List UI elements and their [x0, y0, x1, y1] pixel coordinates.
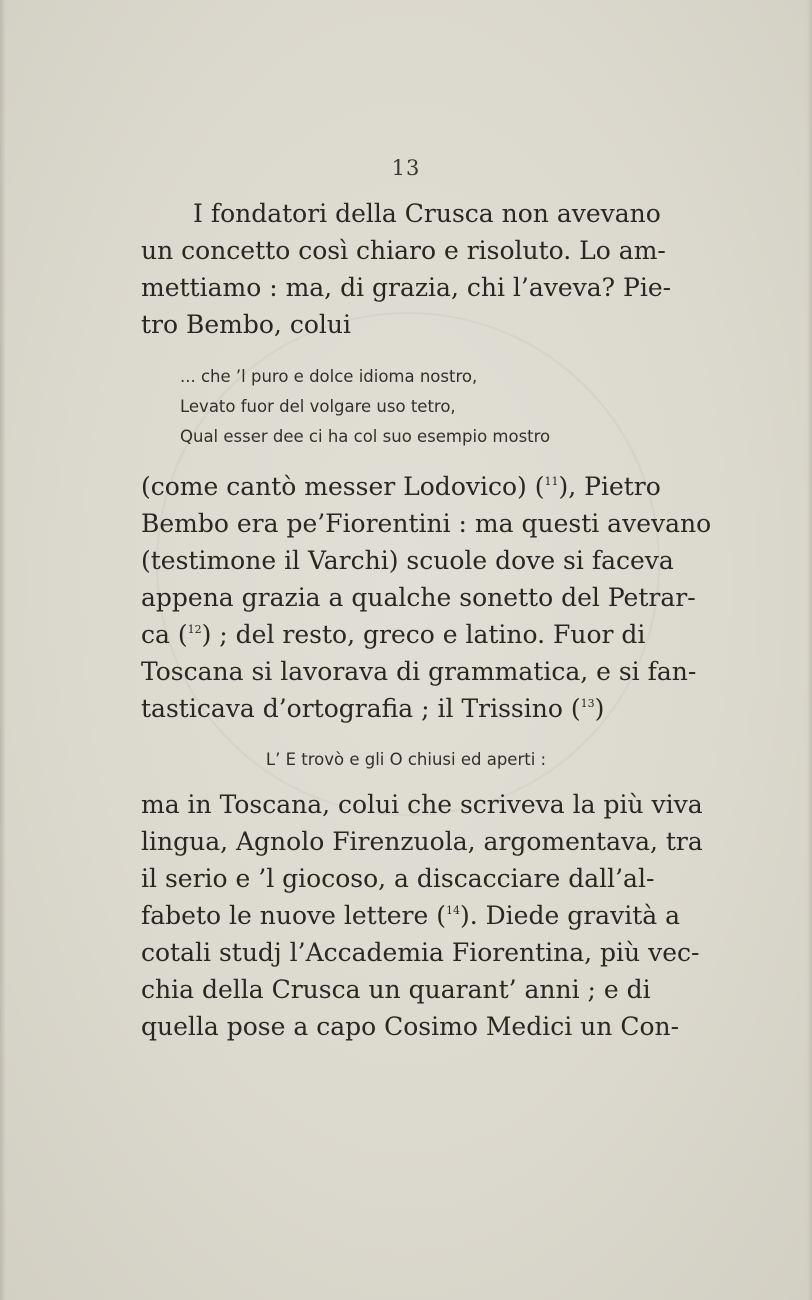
paragraph-2-line-7-text-a: tasticava d’ortografia ; il Trissino ( [141, 694, 581, 723]
paragraph-2-line-5-text-a: ca ( [141, 620, 188, 649]
paragraph-1 [141, 195, 672, 343]
paragraph-3-line-1: ma in Toscana, colui che scriveva la più viva [141, 790, 703, 819]
paragraph-3-line-7: quella pose a capo Cosimo Medici un Con- [141, 1012, 680, 1041]
verse-quotation-2: L’ E trovò e gli O chiusi ed aperti : [265, 750, 547, 769]
footnote-ref-13: 13 [580, 697, 595, 710]
paragraph-3-line-3: il serio e ’l giocoso, a discacciare dall’al- [141, 864, 655, 893]
footnote-ref-12: 12 [187, 623, 202, 636]
paragraph-1-line-2: un concetto così chiaro e risoluto. Lo am- [141, 236, 666, 265]
paragraph-2-line-3: (testimone il Varchi) scuole dove si faceva [141, 546, 674, 575]
paragraph-2-line-7-text-b: ) [594, 694, 605, 723]
footnote-ref-14: 14 [445, 904, 460, 917]
page-edge-shadow-left [0, 0, 6, 1300]
paragraph-3 [141, 786, 703, 1045]
paragraph-3-line-4-text-b: ). Diede gravità a [459, 901, 680, 930]
verse-1-line-3: Qual esser dee ci ha col suo esempio mostro [180, 427, 551, 446]
paragraph-2-line-7 [141, 690, 621, 727]
paragraph-3-line-5: cotali studj l’Accademia Fiorentina, più vec- [141, 938, 700, 967]
paragraph-2-line-4: appena grazia a qualche sonetto del Petrar- [141, 583, 696, 612]
paragraph-3-line-4-text-a: fabeto le nuove lettere ( [141, 901, 446, 930]
paragraph-2-line-5-text-b: ) ; del resto, greco e latino. Fuor di [201, 620, 646, 649]
paragraph-2-line-2: Bembo era pe’Fiorentini : ma questi avevano [141, 509, 712, 538]
footnote-ref-11: 11 [544, 475, 559, 488]
page-edge-shadow-right [807, 0, 812, 1300]
paragraph-2-line-5 [141, 616, 646, 653]
paragraph-2-line-6: Toscana si lavorava di grammatica, e si fan- [141, 657, 697, 686]
paragraph-2-line-1-text-a: (come cantò messer Lodovico) ( [141, 472, 545, 501]
paragraph-3-line-6: chia della Crusca un quarant’ anni ; e di [141, 975, 651, 1004]
paragraph-2-line-1-text-b: ), Pietro [558, 472, 661, 501]
paragraph-2 [141, 468, 712, 727]
paragraph-2-line-1 [141, 468, 661, 505]
paragraph-1-line-1: I fondatori della Crusca non avevano [193, 199, 661, 228]
paragraph-3-line-4 [141, 897, 680, 934]
verse-quotation-1 [180, 362, 620, 452]
verse-1-line-1: ... che ’l puro e dolce idioma nostro, [180, 367, 478, 386]
page-number: 13 [391, 156, 421, 180]
paragraph-3-line-2: lingua, Agnolo Firenzuola, argomentava, tra [141, 827, 703, 856]
paragraph-1-line-4: tro Bembo, colui [141, 310, 351, 339]
verse-1-line-2: Levato fuor del volgare uso tetro, [180, 397, 456, 416]
paragraph-1-line-3: mettiamo : ma, di grazia, chi l’aveva? Pie- [141, 273, 672, 302]
